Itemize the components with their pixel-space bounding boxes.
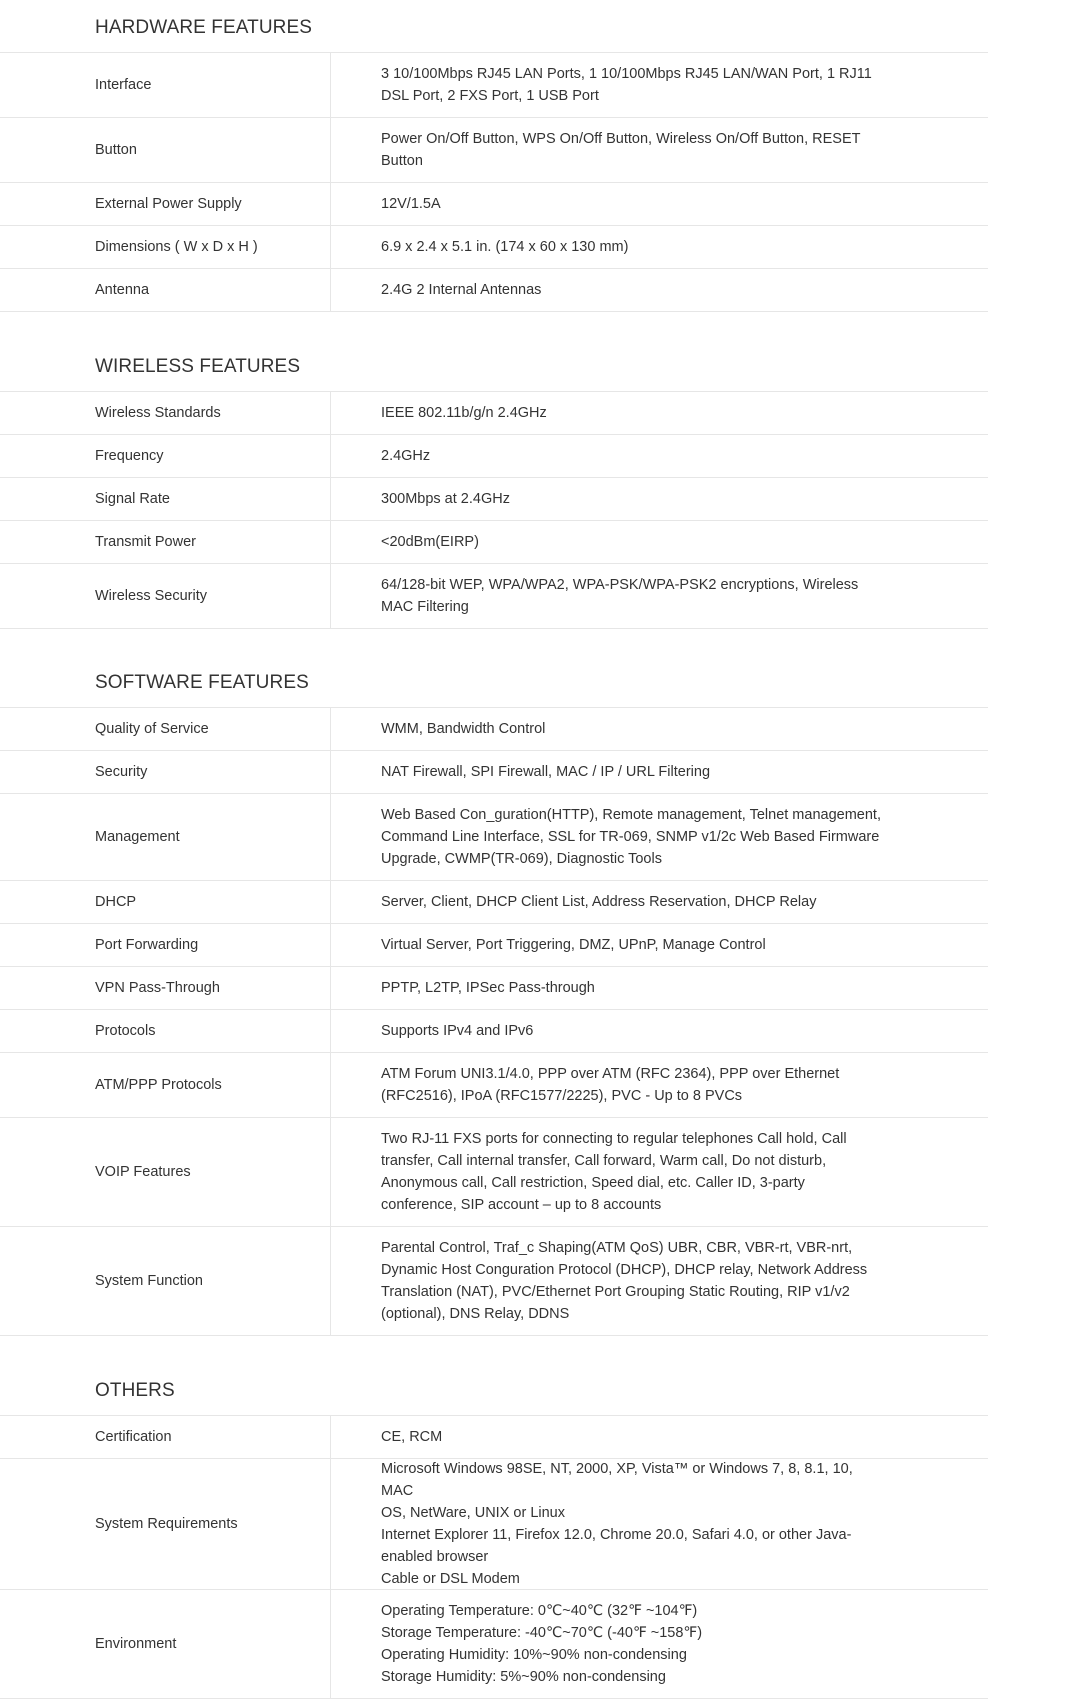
spec-value	[331, 794, 988, 880]
spec-value-line: Command Line Interface, SSL for TR-069, SNMP v1/2c Web Based Firmware	[381, 829, 880, 845]
spec-row-transmit-power	[0, 521, 988, 564]
spec-label: VPN Pass-Through	[0, 967, 331, 1009]
section-title: HARDWARE FEATURES	[95, 17, 313, 38]
spec-row-voip-features	[0, 1118, 988, 1227]
spec-value-line: Parental Control, Traf_c Shaping(ATM QoS) UBR, CBR, VBR-rt, VBR-nrt,	[381, 1240, 853, 1256]
spec-value-line: Virtual Server, Port Triggering, DMZ, UPnP, Manage Control	[381, 937, 766, 953]
spec-value-line: (RFC2516), IPoA (RFC1577/2225), PVC - Up to 8 PVCs	[381, 1088, 743, 1104]
spec-label: Quality of Service	[0, 708, 331, 750]
spec-value-line: 2.4GHz	[381, 448, 431, 464]
spec-value-line: Cable or DSL Modem	[381, 1571, 520, 1587]
spec-label: Wireless Standards	[0, 392, 331, 434]
spec-value-line: conference, SIP account – up to 8 accounts	[381, 1197, 662, 1213]
spec-value	[331, 564, 988, 628]
spec-label: Antenna	[0, 269, 331, 311]
spec-label: System Requirements	[0, 1459, 331, 1589]
spec-label: Certification	[0, 1416, 331, 1458]
spec-row-wireless-standards	[0, 392, 988, 435]
spec-value-line: <20dBm(EIRP)	[381, 534, 479, 550]
spec-label: Frequency	[0, 435, 331, 477]
spec-row-system-function	[0, 1227, 988, 1336]
spec-value	[331, 1416, 988, 1458]
spec-label: Management	[0, 794, 331, 880]
spec-row-environment	[0, 1590, 988, 1699]
section-title: WIRELESS FEATURES	[95, 356, 301, 377]
spec-value-line: CE, RCM	[381, 1429, 443, 1445]
spec-value-line: PPTP, L2TP, IPSec Pass-through	[381, 980, 595, 996]
spec-label: External Power Supply	[0, 183, 331, 225]
spec-value	[331, 435, 988, 477]
spec-value	[331, 881, 988, 923]
spec-row-system-requirements	[0, 1459, 988, 1590]
spec-value-line: 3 10/100Mbps RJ45 LAN Ports, 1 10/100Mbps RJ45 LAN/WAN Port, 1 RJ11	[381, 66, 872, 82]
spec-label: Button	[0, 118, 331, 182]
spec-value-line: 6.9 x 2.4 x 5.1 in. (174 x 60 x 130 mm)	[381, 239, 629, 255]
spec-row-dhcp	[0, 881, 988, 924]
spec-value-line: 300Mbps at 2.4GHz	[381, 491, 510, 507]
spec-value-line: Two RJ-11 FXS ports for connecting to regular telephones Call hold, Call	[381, 1131, 847, 1147]
spec-row-vpn-pass-through	[0, 967, 988, 1010]
spec-row-port-forwarding	[0, 924, 988, 967]
spec-label: Transmit Power	[0, 521, 331, 563]
spec-value-line: IEEE 802.11b/g/n 2.4GHz	[381, 405, 547, 421]
spec-value-line: Microsoft Windows 98SE, NT, 2000, XP, Vista™ or Windows 7, 8, 8.1, 10, MAC	[381, 1461, 853, 1499]
spec-value	[331, 118, 988, 182]
spec-label: Signal Rate	[0, 478, 331, 520]
spec-value	[331, 708, 988, 750]
spec-value-line: (optional), DNS Relay, DDNS	[381, 1306, 570, 1322]
spec-value	[331, 269, 988, 311]
spec-label: Environment	[0, 1590, 331, 1698]
spec-label: Protocols	[0, 1010, 331, 1052]
spec-table	[0, 707, 988, 1336]
spec-value-line: Storage Humidity: 5%~90% non-condensing	[381, 1669, 666, 1685]
spec-value-line: Button	[381, 153, 423, 169]
spec-value-line: Internet Explorer 11, Firefox 12.0, Chrome 20.0, Safari 4.0, or other Java-	[381, 1527, 852, 1543]
spec-value	[331, 53, 988, 117]
spec-value	[331, 1459, 988, 1589]
spec-row-signal-rate	[0, 478, 988, 521]
spec-row-antenna	[0, 269, 988, 312]
spec-table	[0, 1415, 988, 1699]
spec-value-line: 12V/1.5A	[381, 196, 441, 212]
spec-row-button	[0, 118, 988, 183]
spec-value-line: WMM, Bandwidth Control	[381, 721, 546, 737]
spec-value-line: Power On/Off Button, WPS On/Off Button, Wireless On/Off Button, RESET	[381, 131, 861, 147]
spec-value	[331, 967, 988, 1009]
spec-value-line: ATM Forum UNI3.1/4.0, PPP over ATM (RFC 2364), PPP over Ethernet	[381, 1066, 840, 1082]
spec-label: Interface	[0, 53, 331, 117]
spec-value-line: Web Based Con_guration(HTTP), Remote management, Telnet management,	[381, 807, 881, 823]
spec-row-management	[0, 794, 988, 881]
spec-value-line: Translation (NAT), PVC/Ethernet Port Grouping Static Routing, RIP v1/v2	[381, 1284, 850, 1300]
section-title: SOFTWARE FEATURES	[95, 672, 309, 693]
spec-table	[0, 391, 988, 629]
spec-value-line: transfer, Call internal transfer, Call forward, Warm call, Do not disturb,	[381, 1153, 827, 1169]
spec-value	[331, 1227, 988, 1335]
spec-value-line: Upgrade, CWMP(TR-069), Diagnostic Tools	[381, 851, 662, 867]
section-title: OTHERS	[95, 1380, 175, 1401]
spec-row-certification	[0, 1416, 988, 1459]
spec-value-line: DSL Port, 2 FXS Port, 1 USB Port	[381, 88, 599, 104]
spec-row-quality-of-service	[0, 708, 988, 751]
spec-value-line: MAC Filtering	[381, 599, 469, 615]
spec-label: DHCP	[0, 881, 331, 923]
spec-value-line: Operating Temperature: 0℃~40℃ (32℉ ~104℉)	[381, 1603, 698, 1619]
spec-row-wireless-security	[0, 564, 988, 629]
spec-label: ATM/PPP Protocols	[0, 1053, 331, 1117]
spec-value	[331, 183, 988, 225]
spec-value	[331, 392, 988, 434]
spec-row-dimensions-w-x-d-x-h	[0, 226, 988, 269]
spec-label: VOIP Features	[0, 1118, 331, 1226]
spec-value	[331, 1053, 988, 1117]
spec-value	[331, 478, 988, 520]
spec-value	[331, 1590, 988, 1698]
spec-row-frequency	[0, 435, 988, 478]
spec-label: Dimensions ( W x D x H )	[0, 226, 331, 268]
spec-label: Security	[0, 751, 331, 793]
spec-row-atm-ppp-protocols	[0, 1053, 988, 1118]
spec-value-line: Dynamic Host Conguration Protocol (DHCP), DHCP relay, Network Address	[381, 1262, 868, 1278]
spec-value-line: OS, NetWare, UNIX or Linux	[381, 1505, 565, 1521]
spec-row-interface	[0, 53, 988, 118]
spec-value-line: NAT Firewall, SPI Firewall, MAC / IP / URL Filtering	[381, 764, 711, 780]
spec-value	[331, 1010, 988, 1052]
spec-row-external-power-supply	[0, 183, 988, 226]
spec-value-line: Anonymous call, Call restriction, Speed dial, etc. Caller ID, 3-party	[381, 1175, 805, 1191]
spec-label: Wireless Security	[0, 564, 331, 628]
spec-value-line: Supports IPv4 and IPv6	[381, 1023, 534, 1039]
spec-value	[331, 1118, 988, 1226]
spec-value-line: 64/128-bit WEP, WPA/WPA2, WPA-PSK/WPA-PSK2 encryptions, Wireless	[381, 577, 859, 593]
spec-value	[331, 751, 988, 793]
spec-value	[331, 226, 988, 268]
spec-value-line: enabled browser	[381, 1549, 489, 1565]
spec-row-protocols	[0, 1010, 988, 1053]
spec-value-line: Storage Temperature: -40℃~70℃ (-40℉ ~158℉)	[381, 1625, 703, 1641]
spec-label: Port Forwarding	[0, 924, 331, 966]
spec-value-line: Server, Client, DHCP Client List, Address Reservation, DHCP Relay	[381, 894, 817, 910]
spec-row-security	[0, 751, 988, 794]
spec-label: System Function	[0, 1227, 331, 1335]
spec-value	[331, 924, 988, 966]
spec-value-line: 2.4G 2 Internal Antennas	[381, 282, 542, 298]
spec-value	[331, 521, 988, 563]
spec-table	[0, 52, 988, 312]
spec-value-line: Operating Humidity: 10%~90% non-condensing	[381, 1647, 687, 1663]
